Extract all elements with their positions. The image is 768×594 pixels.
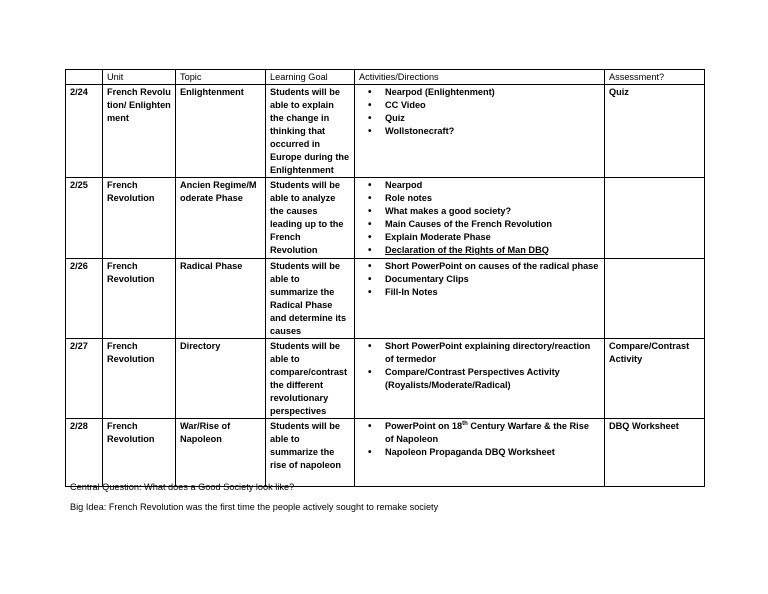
header-learning-goal: Learning Goal	[266, 70, 355, 85]
table-row	[66, 259, 705, 339]
list-item: • Quiz	[359, 112, 600, 125]
header-unit: Unit	[103, 70, 176, 85]
topic-cell: Enlightenment	[176, 85, 266, 178]
date-cell: 2/24	[66, 85, 103, 178]
central-question: Central Question: What does a Good Society look like?	[70, 482, 295, 492]
date-cell: 2/26	[66, 259, 103, 339]
list-item: • Fill-In Notes	[359, 286, 600, 299]
list-item: • Short PowerPoint explaining directory/reaction of termedor	[359, 340, 600, 366]
date-cell: 2/28	[66, 419, 103, 487]
table-row	[66, 178, 705, 259]
activity-list	[359, 86, 600, 138]
activity-list	[359, 179, 600, 257]
list-item: • Short PowerPoint on causes of the radical phase	[359, 260, 600, 273]
activities-cell	[355, 259, 605, 339]
list-item: • Main Causes of the French Revolution	[359, 218, 600, 231]
warfare-text-b: Century Warfare & the Rise of Napoleon	[385, 421, 589, 444]
assessment-cell: Quiz	[605, 85, 705, 178]
unit-cell: French Revolution	[103, 178, 176, 259]
list-item: • Role notes	[359, 192, 600, 205]
unit-cell: French Revolution	[103, 419, 176, 487]
header-activities: Activities/Directions	[355, 70, 605, 85]
list-item: • CC Video	[359, 99, 600, 112]
unit-cell: French Revolution/ Enlightenment	[103, 85, 176, 178]
assessment-cell	[605, 178, 705, 259]
header-row	[66, 70, 705, 85]
unit-cell: French Revolution	[103, 339, 176, 419]
goal-cell: Students will be able to explain the change in thinking that occurred in Europe during the Enlightenment	[266, 85, 355, 178]
goal-cell: Students will be able to summarize the rise of napoleon	[266, 419, 355, 487]
list-item	[359, 420, 600, 446]
activities-cell	[355, 419, 605, 487]
big-idea: Big Idea: French Revolution was the first time the people actively sought to remake society	[70, 502, 439, 512]
activity-list	[359, 420, 600, 459]
activities-cell	[355, 178, 605, 259]
lesson-plan-table	[65, 69, 705, 487]
topic-cell: War/Rise of Napoleon	[176, 419, 266, 487]
list-item: • Wollstonecraft?	[359, 125, 600, 138]
activity-list	[359, 340, 600, 392]
header-date	[66, 70, 103, 85]
unit-cell: French Revolution	[103, 259, 176, 339]
goal-cell: Students will be able to compare/contrast the different revolutionary perspectives	[266, 339, 355, 419]
ordinal-suffix: th	[462, 420, 468, 427]
activities-cell	[355, 85, 605, 178]
list-item: • Nearpod (Enlightenment)	[359, 86, 600, 99]
list-item: • Napoleon Propaganda DBQ Worksheet	[359, 446, 600, 459]
topic-cell: Directory	[176, 339, 266, 419]
topic-cell: Ancien Regime/Moderate Phase	[176, 178, 266, 259]
assessment-cell	[605, 259, 705, 339]
goal-cell: Students will be able to summarize the Radical Phase and determine its causes	[266, 259, 355, 339]
list-item	[359, 244, 600, 257]
goal-cell: Students will be able to analyze the causes leading up to the French Revolution	[266, 178, 355, 259]
table-row	[66, 419, 705, 487]
list-item: • Compare/Contrast Perspectives Activity (Royalists/Moderate/Radical)	[359, 366, 600, 392]
list-item: • Nearpod	[359, 179, 600, 192]
header-topic: Topic	[176, 70, 266, 85]
date-cell: 2/27	[66, 339, 103, 419]
list-item: • What makes a good society?	[359, 205, 600, 218]
assessment-cell: DBQ Worksheet	[605, 419, 705, 487]
table-row	[66, 85, 705, 178]
table-row	[66, 339, 705, 419]
list-item: • Explain Moderate Phase	[359, 231, 600, 244]
assessment-cell: Compare/Contrast Activity	[605, 339, 705, 419]
list-item: • Documentary Clips	[359, 273, 600, 286]
dbq-label: Declaration of the Rights of Man DBQ	[385, 245, 549, 255]
date-cell: 2/25	[66, 178, 103, 259]
activity-list	[359, 260, 600, 299]
header-assessment: Assessment?	[605, 70, 705, 85]
activities-cell	[355, 339, 605, 419]
topic-cell: Radical Phase	[176, 259, 266, 339]
warfare-text-a: PowerPoint on 18	[385, 421, 463, 431]
